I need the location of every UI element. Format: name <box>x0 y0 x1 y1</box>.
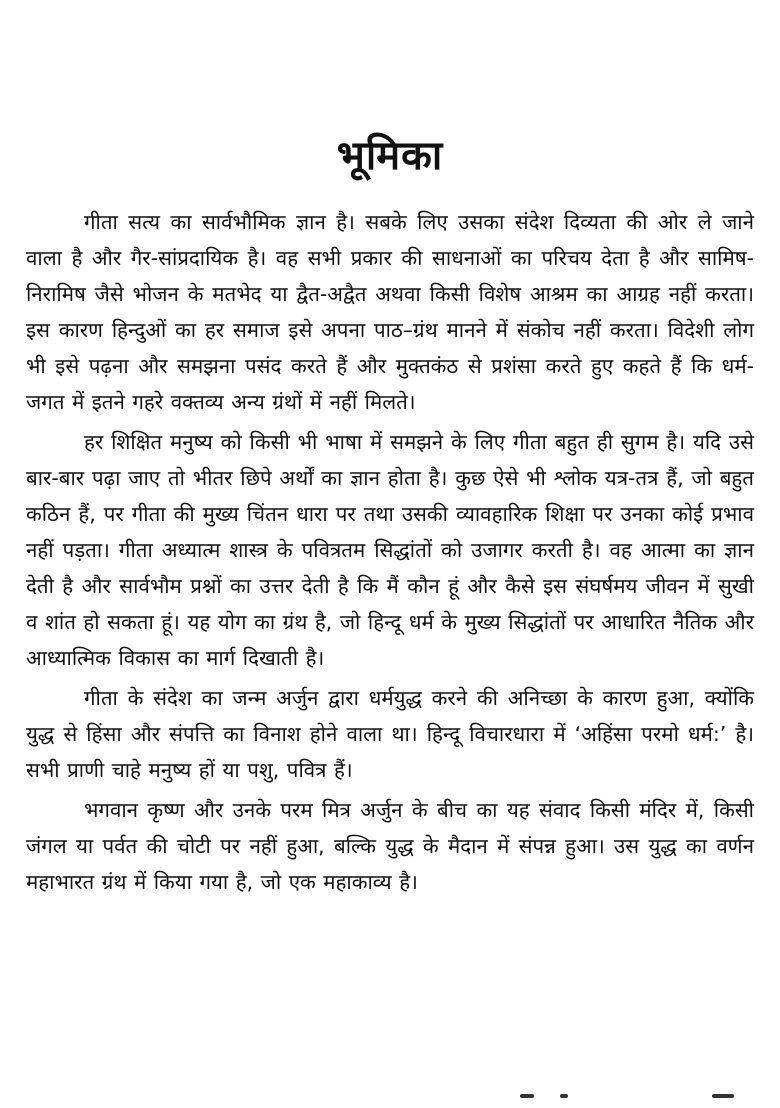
paragraph-1: गीता सत्य का सार्वभौमिक ज्ञान है। सबके लिए उसका संदेश दिव्यता की ओर ले जाने वाला है और गैर-सांप्रदायिक है। वह सभी प्रकार की साधनाओं का परिचय देता है और सामिष-निरामिष जैसे भोजन के मतभेद या द्वैत-अद्वैत अथवा किसी विशेष आश्रम का आग्रह नहीं करता। इस कारण हिन्दुओं का हर समाज इसे अपना पाठ–ग्रंथ मानने में संकोच नहीं करता। विदेशी लोग भी इसे पढ़ना और समझना पसंद करते हैं और मुक्तकंठ से प्रशंसा करते हुए कहते हैं कि धर्म-जगत में इतने गहरे वक्तव्य अन्य ग्रंथों में नहीं मिलते। <box>26 210 754 414</box>
cut-off-line-mark <box>712 1094 734 1098</box>
paragraph-3: गीता के संदेश का जन्म अर्जुन द्वारा धर्मयुद्ध करने की अनिच्छा के कारण हुआ, क्योंकि युद्ध से हिंसा और संपत्ति का विनाश होने वाला था। हिन्दू विचारधारा में ‘अहिंसा परमो धर्म:’ है। सभी प्राणी चाहे मनुष्य हों या पशु, पवित्र हैं। <box>26 686 754 782</box>
body-text <box>26 204 754 900</box>
paragraph-2: हर शिक्षित मनुष्य को किसी भी भाषा में समझने के लिए गीता बहुत ही सुगम है। यदि उसे बार-बार पढ़ा जाए तो भीतर छिपे अर्थों का ज्ञान होता है। कुछ ऐसे भी श्लोक यत्र-तत्र हैं, जो बहुत कठिन हैं, पर गीता की मुख्य चिंतन धारा पर तथा उसकी व्यावहारिक शिक्षा पर उनका कोई प्रभाव नहीं पड़ता। गीता अध्यात्म शास्त्र के पवित्रतम सिद्धांतों को उजागर करती है। वह आत्मा का ज्ञान देती है और सार्वभौम प्रश्नों का उत्तर देती है कि मैं कौन हूं और कैसे इस संघर्षमय जीवन में सुखी व शांत हो सकता हूं। यह योग का ग्रंथ है, जो हिन्दू धर्म के मुख्य सिद्धांतों पर आधारित नैतिक और आध्यात्मिक विकास का मार्ग दिखाती है। <box>26 430 754 670</box>
cut-off-line-mark <box>520 1094 534 1098</box>
cut-off-line-mark <box>560 1094 568 1098</box>
paragraph-4: भगवान कृष्ण और उनके परम मित्र अर्जुन के बीच का यह संवाद किसी मंदिर में, किसी जंगल या पर्वत की चोटी पर नहीं हुआ, बल्कि युद्ध के मैदान में संपन्न हुआ। उस युद्ध का वर्णन महाभारत ग्रंथ में किया गया है, जो एक महाकाव्य है। <box>26 798 754 894</box>
page-title: भूमिका <box>336 133 444 179</box>
